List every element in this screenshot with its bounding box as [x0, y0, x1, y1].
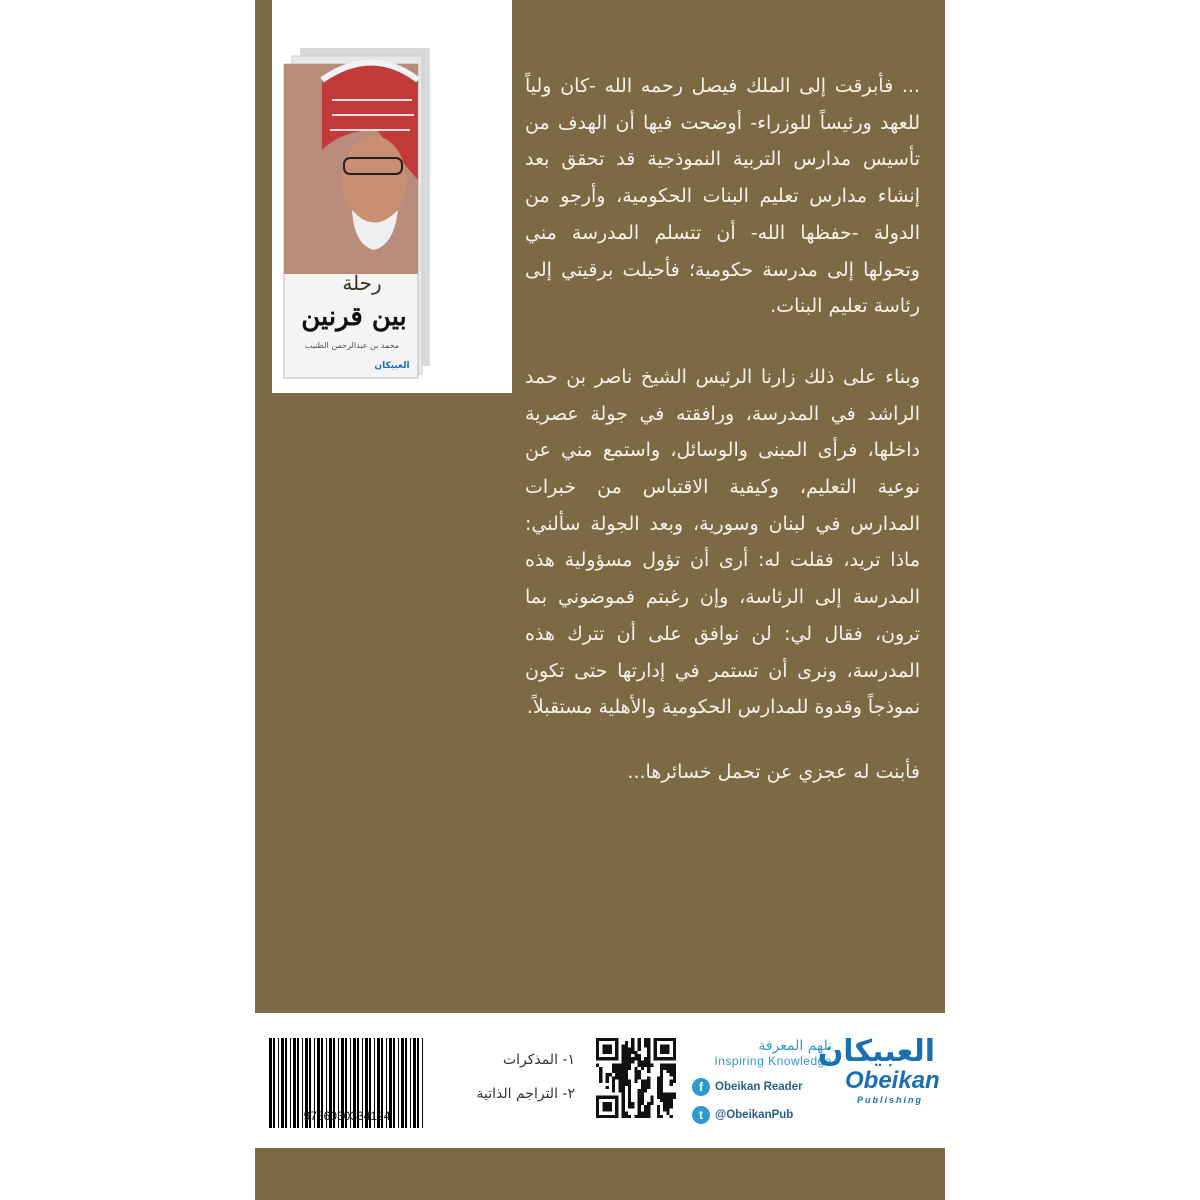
- logo-subtitle: Publishing: [857, 1095, 923, 1105]
- facebook-handle: Obeikan Reader: [715, 1081, 803, 1093]
- back-cover-excerpt: [525, 68, 920, 791]
- twitter-handle: @ObeikanPub: [715, 1109, 794, 1121]
- twitter-row: [692, 1104, 832, 1126]
- subject-item: ٢- التراجم الذاتية: [476, 1086, 575, 1102]
- publisher-logo: [817, 1034, 940, 1127]
- isbn-number: 9786030334124: [303, 1109, 391, 1123]
- book-front-thumbnail: [272, 0, 512, 393]
- thumb-title-top: رحلة: [342, 271, 382, 295]
- subject-item: ١- المذكرات: [502, 1052, 575, 1068]
- tagline-arabic: نلهم المعرفة: [758, 1038, 832, 1054]
- excerpt-paragraph-3: فأبنت له عجزي عن تحمل خسائرها...: [627, 760, 920, 783]
- logo-arabic: العبيكان: [817, 1034, 935, 1069]
- footer-strip: [255, 1013, 945, 1148]
- social-block: [692, 1038, 832, 1126]
- facebook-icon: f: [692, 1078, 710, 1096]
- qr-code-icon: [596, 1038, 676, 1118]
- book-back-cover: [255, 0, 945, 1200]
- twitter-icon: t: [692, 1106, 710, 1124]
- logo-english: Obeikan: [845, 1067, 940, 1094]
- excerpt-paragraph-2: وبناء على ذلك زارنا الرئيس الشيخ ناصر بن حمد الراشد في المدرسة، ورافقته في جولة عصرية داخلها، فرأى المبنى والوسائل، واستمع مني عن نوعية التعليم، وكيفية الاقتباس من خبرات المدارس في لبنان وسورية، وبعد الجولة سألني: ماذا تريد، فقلت له: أرى أن تؤول مسؤولية هذه المدرسة إلى الرئاسة، وإن رغبتم فموضوني بما ترون، فقال لي: لن نوافق على أن تترك هذه المدرسة، ونرى أن تستمر في إدارتها حتى تكون نموذجاً وقدوة للمدارس الحكومية والأهلية مستقبلاً.: [525, 365, 920, 719]
- thumb-publisher-mark: العبيكان: [374, 361, 410, 371]
- subject-list: [445, 1043, 575, 1111]
- excerpt-paragraph-1: ... فأبرقت إلى الملك فيصل رحمه الله -كان ولياً للعهد ورئيساً للوزراء- أوضحت فيها أن الهدف من تأسيس مدارس التربية النموذجية قد تحقق بعد إنشاء مدارس تعليم البنات الحكومية، وأرجو من الدولة -حفظها الله- أن تتسلم المدرسة مني وتحولها إلى مدرسة حكومية؛ فأحيلت برقيتي إلى رئاسة تعليم البنات.: [525, 75, 920, 318]
- facebook-row: [692, 1076, 832, 1098]
- thumb-author: محمد بن عبدالرحمن الطنيب: [304, 341, 400, 350]
- book-stack-image: [282, 40, 432, 380]
- thumb-title: بين قرنين: [301, 302, 407, 332]
- tagline-english: Inspiring Knowledge: [714, 1054, 832, 1068]
